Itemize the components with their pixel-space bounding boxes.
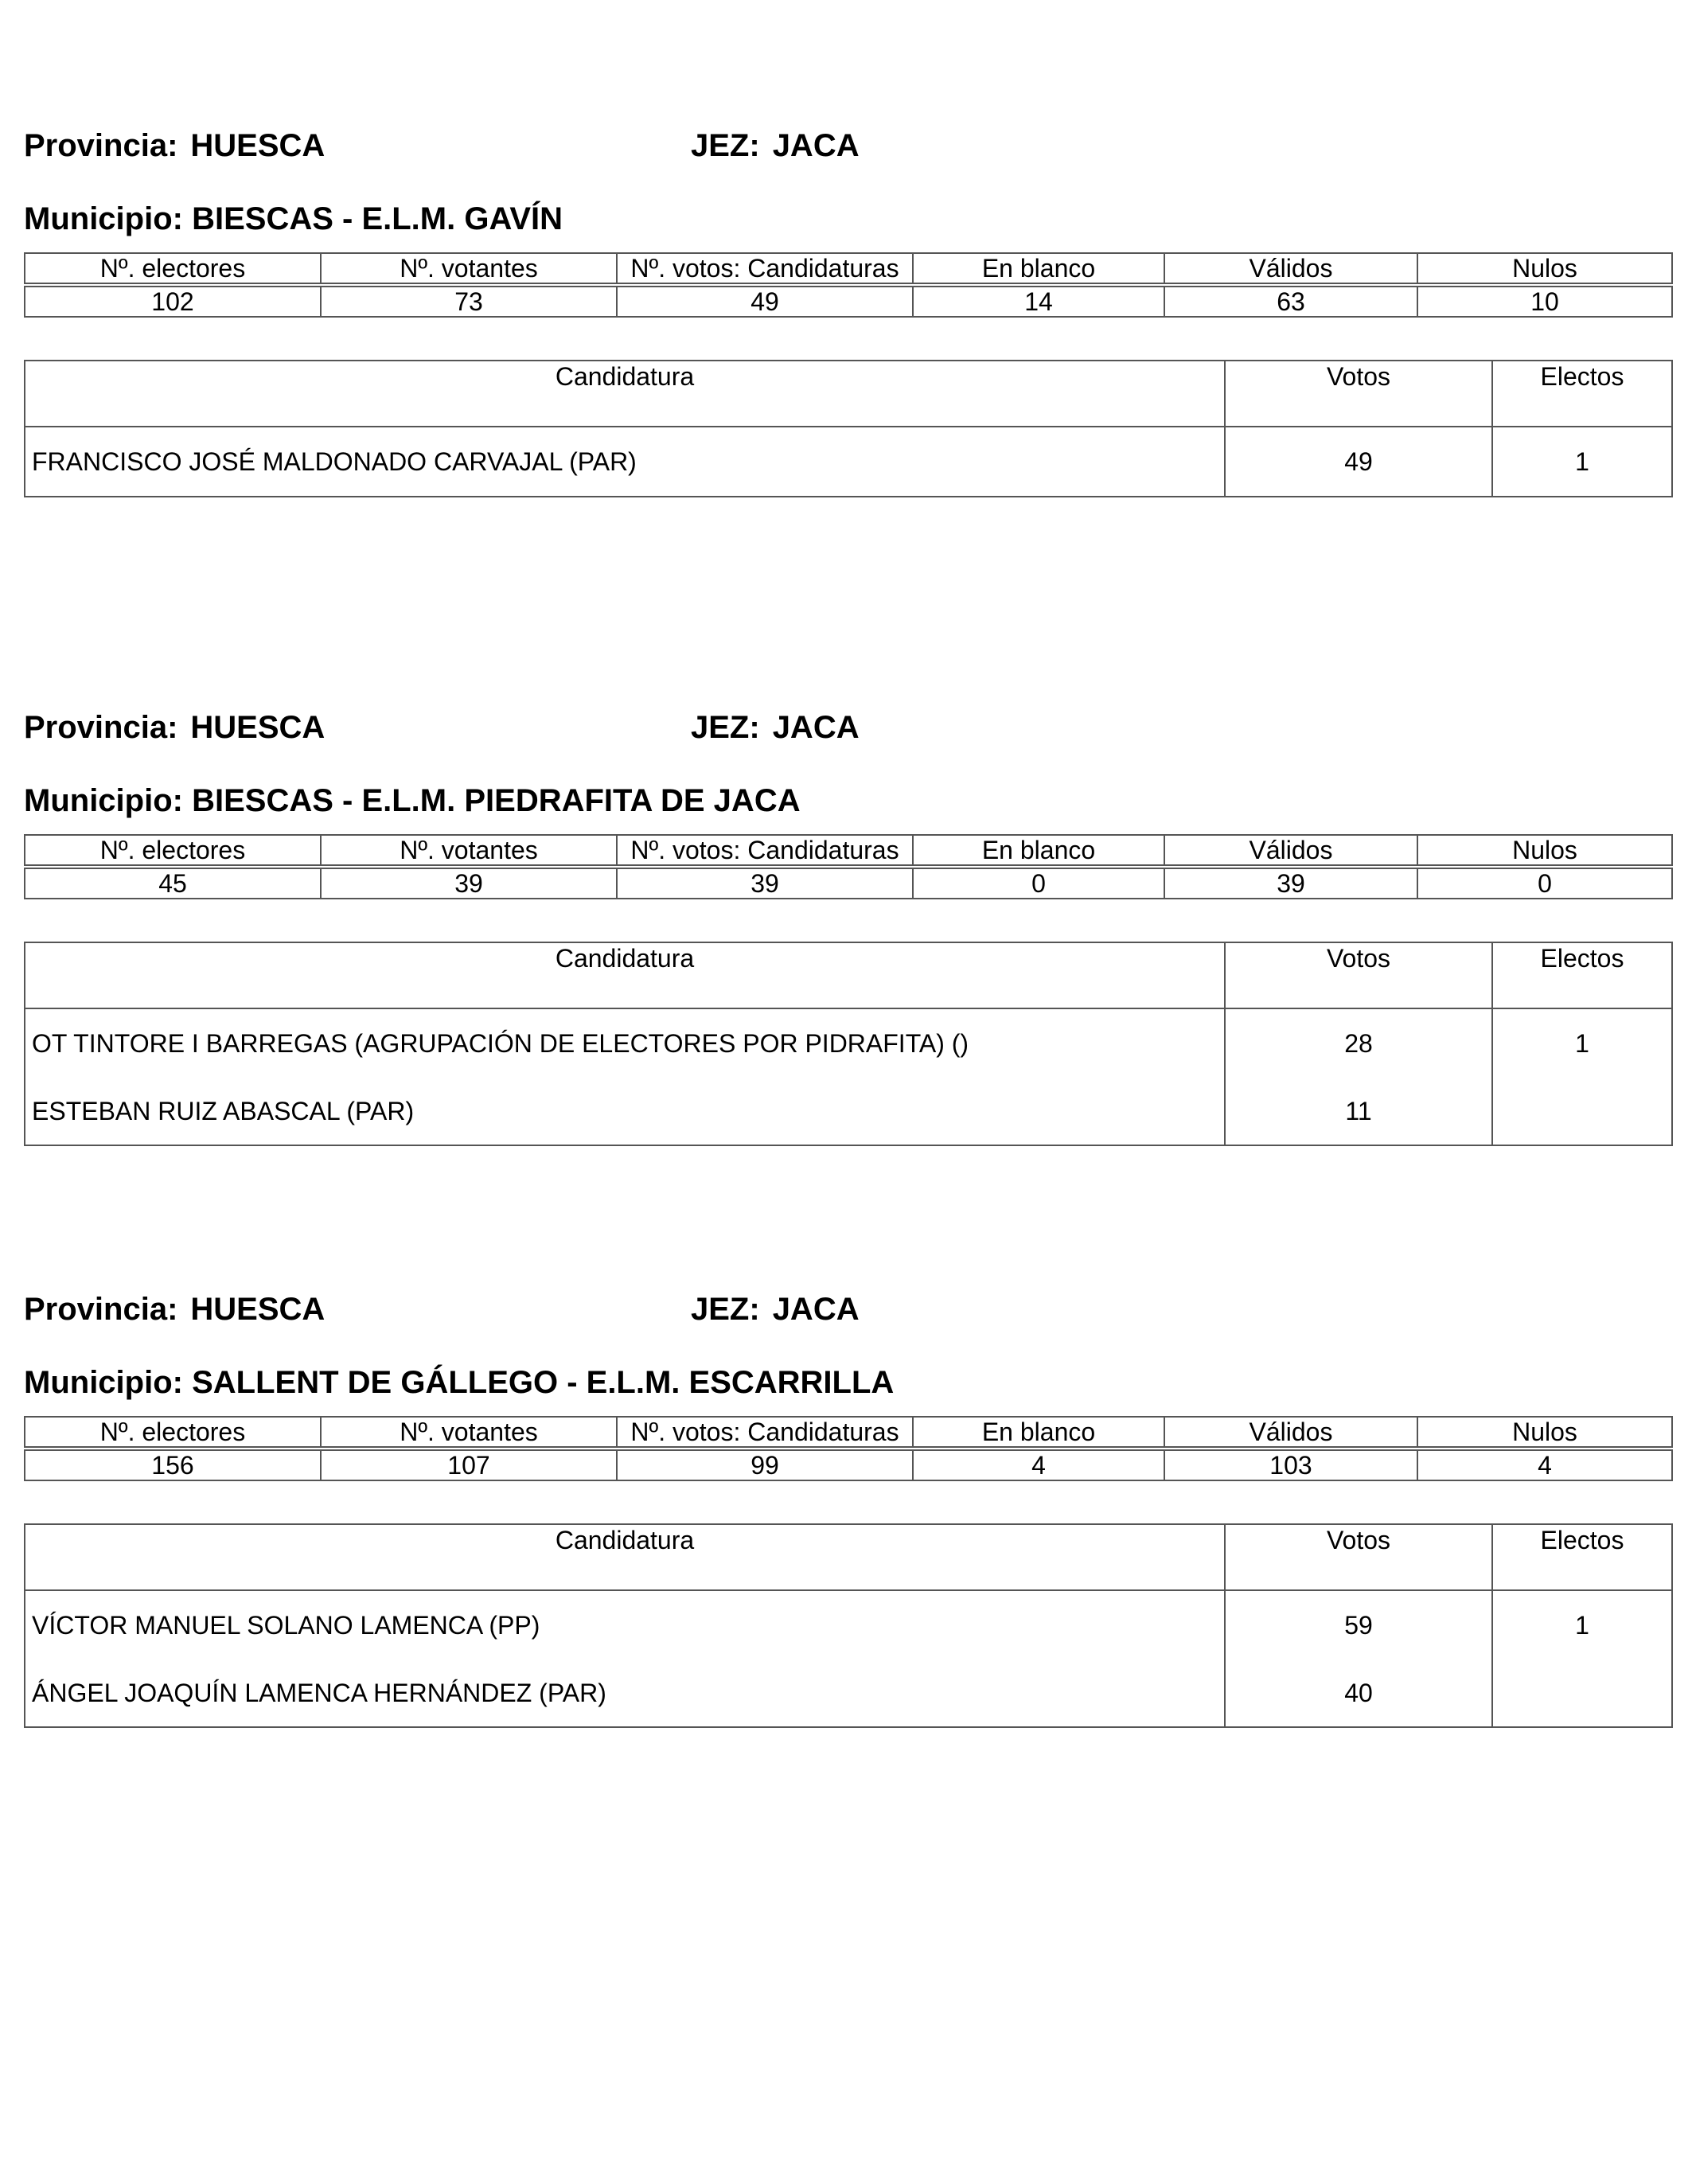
candidate-votos: 49 xyxy=(1225,427,1492,497)
jez-value: JACA xyxy=(772,1292,860,1327)
candidate-votos: 59 xyxy=(1225,1590,1492,1659)
stat-header-votantes: Nº. votantes xyxy=(321,835,617,865)
stat-candidaturas: 49 xyxy=(617,287,913,317)
stat-header-blanco: En blanco xyxy=(913,1417,1164,1447)
provincia-label: Provincia: xyxy=(24,128,178,163)
stat-header-validos: Válidos xyxy=(1164,835,1417,865)
candidate-votos: 40 xyxy=(1225,1659,1492,1727)
stats-value-row xyxy=(25,868,1672,899)
candidate-electos: 1 xyxy=(1492,1008,1672,1078)
stats-table xyxy=(24,1416,1673,1481)
stat-nulos: 4 xyxy=(1417,1450,1672,1480)
stats-header-row xyxy=(25,1417,1672,1447)
candidate-name: ÁNGEL JOAQUÍN LAMENCA HERNÁNDEZ (PAR) xyxy=(25,1659,1225,1727)
stat-header-blanco: En blanco xyxy=(913,835,1164,865)
candidate-row xyxy=(25,1590,1672,1659)
municipio-line xyxy=(24,1364,894,1401)
header-candidatura: Candidatura xyxy=(25,1524,1225,1590)
candidates-header-row xyxy=(25,942,1672,1008)
municipio-label: Municipio: xyxy=(24,201,183,236)
provincia-value: HUESCA xyxy=(190,710,326,745)
candidate-row xyxy=(25,1008,1672,1078)
stat-header-electores: Nº. electores xyxy=(25,835,321,865)
jez-label: JEZ: xyxy=(691,128,760,163)
jez-line xyxy=(691,1291,860,1328)
stat-header-candidaturas: Nº. votos: Candidaturas xyxy=(617,1417,913,1447)
stat-header-blanco: En blanco xyxy=(913,253,1164,283)
stats-table xyxy=(24,252,1673,318)
jez-value: JACA xyxy=(772,710,860,745)
municipio-label: Municipio: xyxy=(24,1365,183,1400)
stat-votantes: 39 xyxy=(321,868,617,899)
candidate-row xyxy=(25,427,1672,497)
candidate-electos: 1 xyxy=(1492,1590,1672,1659)
stat-header-validos: Válidos xyxy=(1164,1417,1417,1447)
jez-label: JEZ: xyxy=(691,710,760,745)
header-votos: Votos xyxy=(1225,361,1492,427)
stat-electores: 45 xyxy=(25,868,321,899)
stat-header-nulos: Nulos xyxy=(1417,1417,1672,1447)
municipio-value: BIESCAS - E.L.M. GAVÍN xyxy=(192,201,563,236)
stat-header-votantes: Nº. votantes xyxy=(321,253,617,283)
candidate-name: ESTEBAN RUIZ ABASCAL (PAR) xyxy=(25,1078,1225,1145)
candidates-table xyxy=(24,1523,1673,1728)
stat-candidaturas: 39 xyxy=(617,868,913,899)
header-candidatura: Candidatura xyxy=(25,361,1225,427)
stat-header-validos: Válidos xyxy=(1164,253,1417,283)
municipio-label: Municipio: xyxy=(24,783,183,818)
stat-header-candidaturas: Nº. votos: Candidaturas xyxy=(617,835,913,865)
header-votos: Votos xyxy=(1225,942,1492,1008)
provincia-label: Provincia: xyxy=(24,1292,178,1327)
stats-header-row xyxy=(25,253,1672,283)
stat-validos: 39 xyxy=(1164,868,1417,899)
stat-nulos: 10 xyxy=(1417,287,1672,317)
stat-header-nulos: Nulos xyxy=(1417,253,1672,283)
candidate-votos: 11 xyxy=(1225,1078,1492,1145)
candidates-header-row xyxy=(25,361,1672,427)
stat-blanco: 0 xyxy=(913,868,1164,899)
candidates-table xyxy=(24,942,1673,1146)
provincia-line xyxy=(24,709,325,746)
jez-line xyxy=(691,127,860,164)
header-electos: Electos xyxy=(1492,942,1672,1008)
candidate-row xyxy=(25,1078,1672,1145)
provincia-value: HUESCA xyxy=(190,128,326,163)
stat-header-nulos: Nulos xyxy=(1417,835,1672,865)
stat-electores: 102 xyxy=(25,287,321,317)
candidate-name: OT TINTORE I BARREGAS (AGRUPACIÓN DE ELECTORES POR PIDRAFITA) () xyxy=(25,1008,1225,1078)
stats-table xyxy=(24,834,1673,899)
stat-header-candidaturas: Nº. votos: Candidaturas xyxy=(617,253,913,283)
stat-blanco: 4 xyxy=(913,1450,1164,1480)
stat-blanco: 14 xyxy=(913,287,1164,317)
header-votos: Votos xyxy=(1225,1524,1492,1590)
stat-header-votantes: Nº. votantes xyxy=(321,1417,617,1447)
municipio-line xyxy=(24,782,801,819)
header-electos: Electos xyxy=(1492,361,1672,427)
stats-value-row xyxy=(25,287,1672,317)
provincia-label: Provincia: xyxy=(24,710,178,745)
stat-candidaturas: 99 xyxy=(617,1450,913,1480)
jez-line xyxy=(691,709,860,746)
stat-votantes: 107 xyxy=(321,1450,617,1480)
candidate-name: VÍCTOR MANUEL SOLANO LAMENCA (PP) xyxy=(25,1590,1225,1659)
candidate-electos xyxy=(1492,1078,1672,1145)
candidate-electos: 1 xyxy=(1492,427,1672,497)
stat-header-electores: Nº. electores xyxy=(25,1417,321,1447)
stats-header-row xyxy=(25,835,1672,865)
provincia-line xyxy=(24,1291,325,1328)
stat-votantes: 73 xyxy=(321,287,617,317)
jez-label: JEZ: xyxy=(691,1292,760,1327)
candidates-table xyxy=(24,360,1673,497)
stat-validos: 103 xyxy=(1164,1450,1417,1480)
candidates-header-row xyxy=(25,1524,1672,1590)
municipio-value: SALLENT DE GÁLLEGO - E.L.M. ESCARRILLA xyxy=(192,1365,895,1400)
candidate-votos: 28 xyxy=(1225,1008,1492,1078)
stats-value-row xyxy=(25,1450,1672,1480)
candidate-row xyxy=(25,1659,1672,1727)
stat-header-electores: Nº. electores xyxy=(25,253,321,283)
provincia-value: HUESCA xyxy=(190,1292,326,1327)
stat-electores: 156 xyxy=(25,1450,321,1480)
municipio-value: BIESCAS - E.L.M. PIEDRAFITA DE JACA xyxy=(192,783,801,818)
provincia-line xyxy=(24,127,325,164)
candidate-electos xyxy=(1492,1659,1672,1727)
header-candidatura: Candidatura xyxy=(25,942,1225,1008)
header-electos: Electos xyxy=(1492,1524,1672,1590)
candidate-name: FRANCISCO JOSÉ MALDONADO CARVAJAL (PAR) xyxy=(25,427,1225,497)
stat-validos: 63 xyxy=(1164,287,1417,317)
jez-value: JACA xyxy=(772,128,860,163)
stat-nulos: 0 xyxy=(1417,868,1672,899)
municipio-line xyxy=(24,201,563,237)
